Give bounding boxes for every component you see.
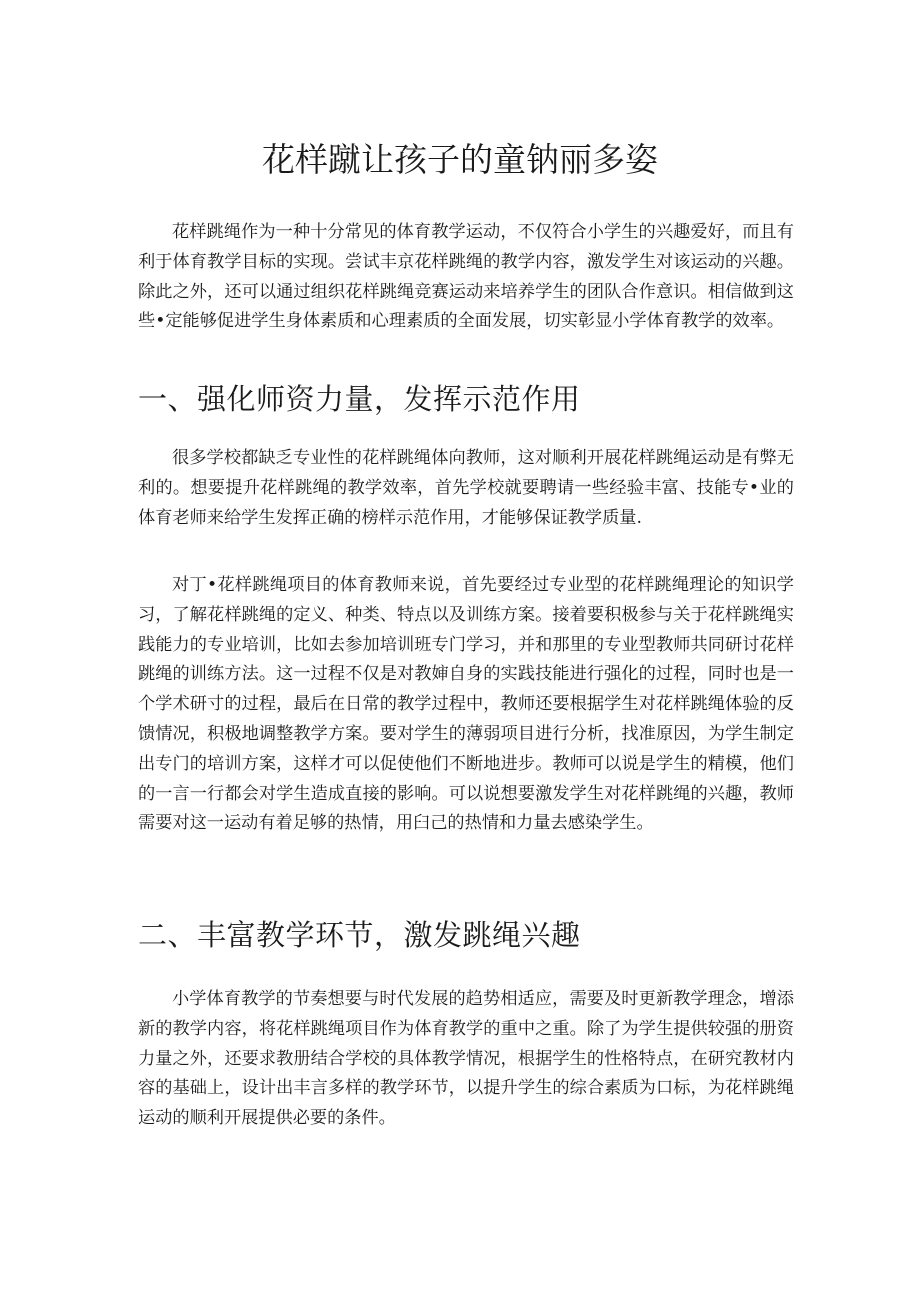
section-1-heading: 一、强化师资力量，发挥示范作用 bbox=[138, 382, 581, 416]
section-2-paragraph-1: 小学体育教学的节奏想要与时代发展的趋势相适应，需要及时更新教学理念，增添新的教学内容，将花样跳绳项目作为体育教学的重中之重。除了为学生提供较强的册资力量之外，还要求教册结合学校的具体教学情况，根据学生的性格特点，在研究教材内容的基础上，设计出丰言多样的教学环节，以提升学生的综合素质为口标，为花样跳绳运动的顺利开展提供必要的条件。 bbox=[138, 989, 794, 1129]
section-1-paragraph-2: 对丁•花样跳绳项目的体育教师来说，首先要经过专业型的花样跳绳理论的知识学习，了解花样跳绳的定义、种类、特点以及训练方案。接着要积极参与关于花样跳绳实践能力的专业培训，比如去参加培训班专门学习，并和那里的专业型教师共同研讨花样跳绳的训练方法。这一过程不仅是对教婶自身的实践技能进行强化的过程，同时也是一个学术研寸的过程，最后在日常的教学过程中，教师还要根据学生对花样跳绳体验的反馈情况，积极地调整教学方案。要对学生的薄弱项目进行分析，找准原因，为学生制定出专门的培训方案，这样才可以促使他们不断地进步。教师可以说是学生的精模，他们的一言一行都会对学生造成直接的影响。可以说想要激发学生对花样跳绳的兴趣，教师需要对这一运动有着足够的热情，用臼己的热情和力量去感染学生。 bbox=[138, 575, 794, 834]
intro-paragraph: 花样跳绳作为一种十分常见的体育教学运动，不仅符合小学生的兴趣爱好，而且有利于体育教学目标的实现。尝试丰京花样跳绳的教学内容，激发学生对该运动的兴趣。除此之外，还可以通过组织花样跳绳竞赛运动来培养学生的团队合作意识。相信做到这些•定能够促进学生身体素质和心理素质的全面发展，切实彰显小学体育教学的效率。 bbox=[138, 222, 794, 332]
section-1-paragraph-1: 很多学校都缺乏专业性的花样跳绳体向教师，这对顺利开展花样跳绳运动是有弊无利的。想要提升花样跳绳的教学效率，首先学校就要聘请一些经验丰富、技能专•业的体育老师来给学生发挥正确的榜样示范作用，才能够保证教学质量. bbox=[138, 448, 794, 528]
section-2-heading: 二、丰富教学环节，激发跳绳兴趣 bbox=[138, 918, 581, 952]
document-title: 花样蹴让孩子的童钠丽多姿 bbox=[262, 140, 658, 179]
